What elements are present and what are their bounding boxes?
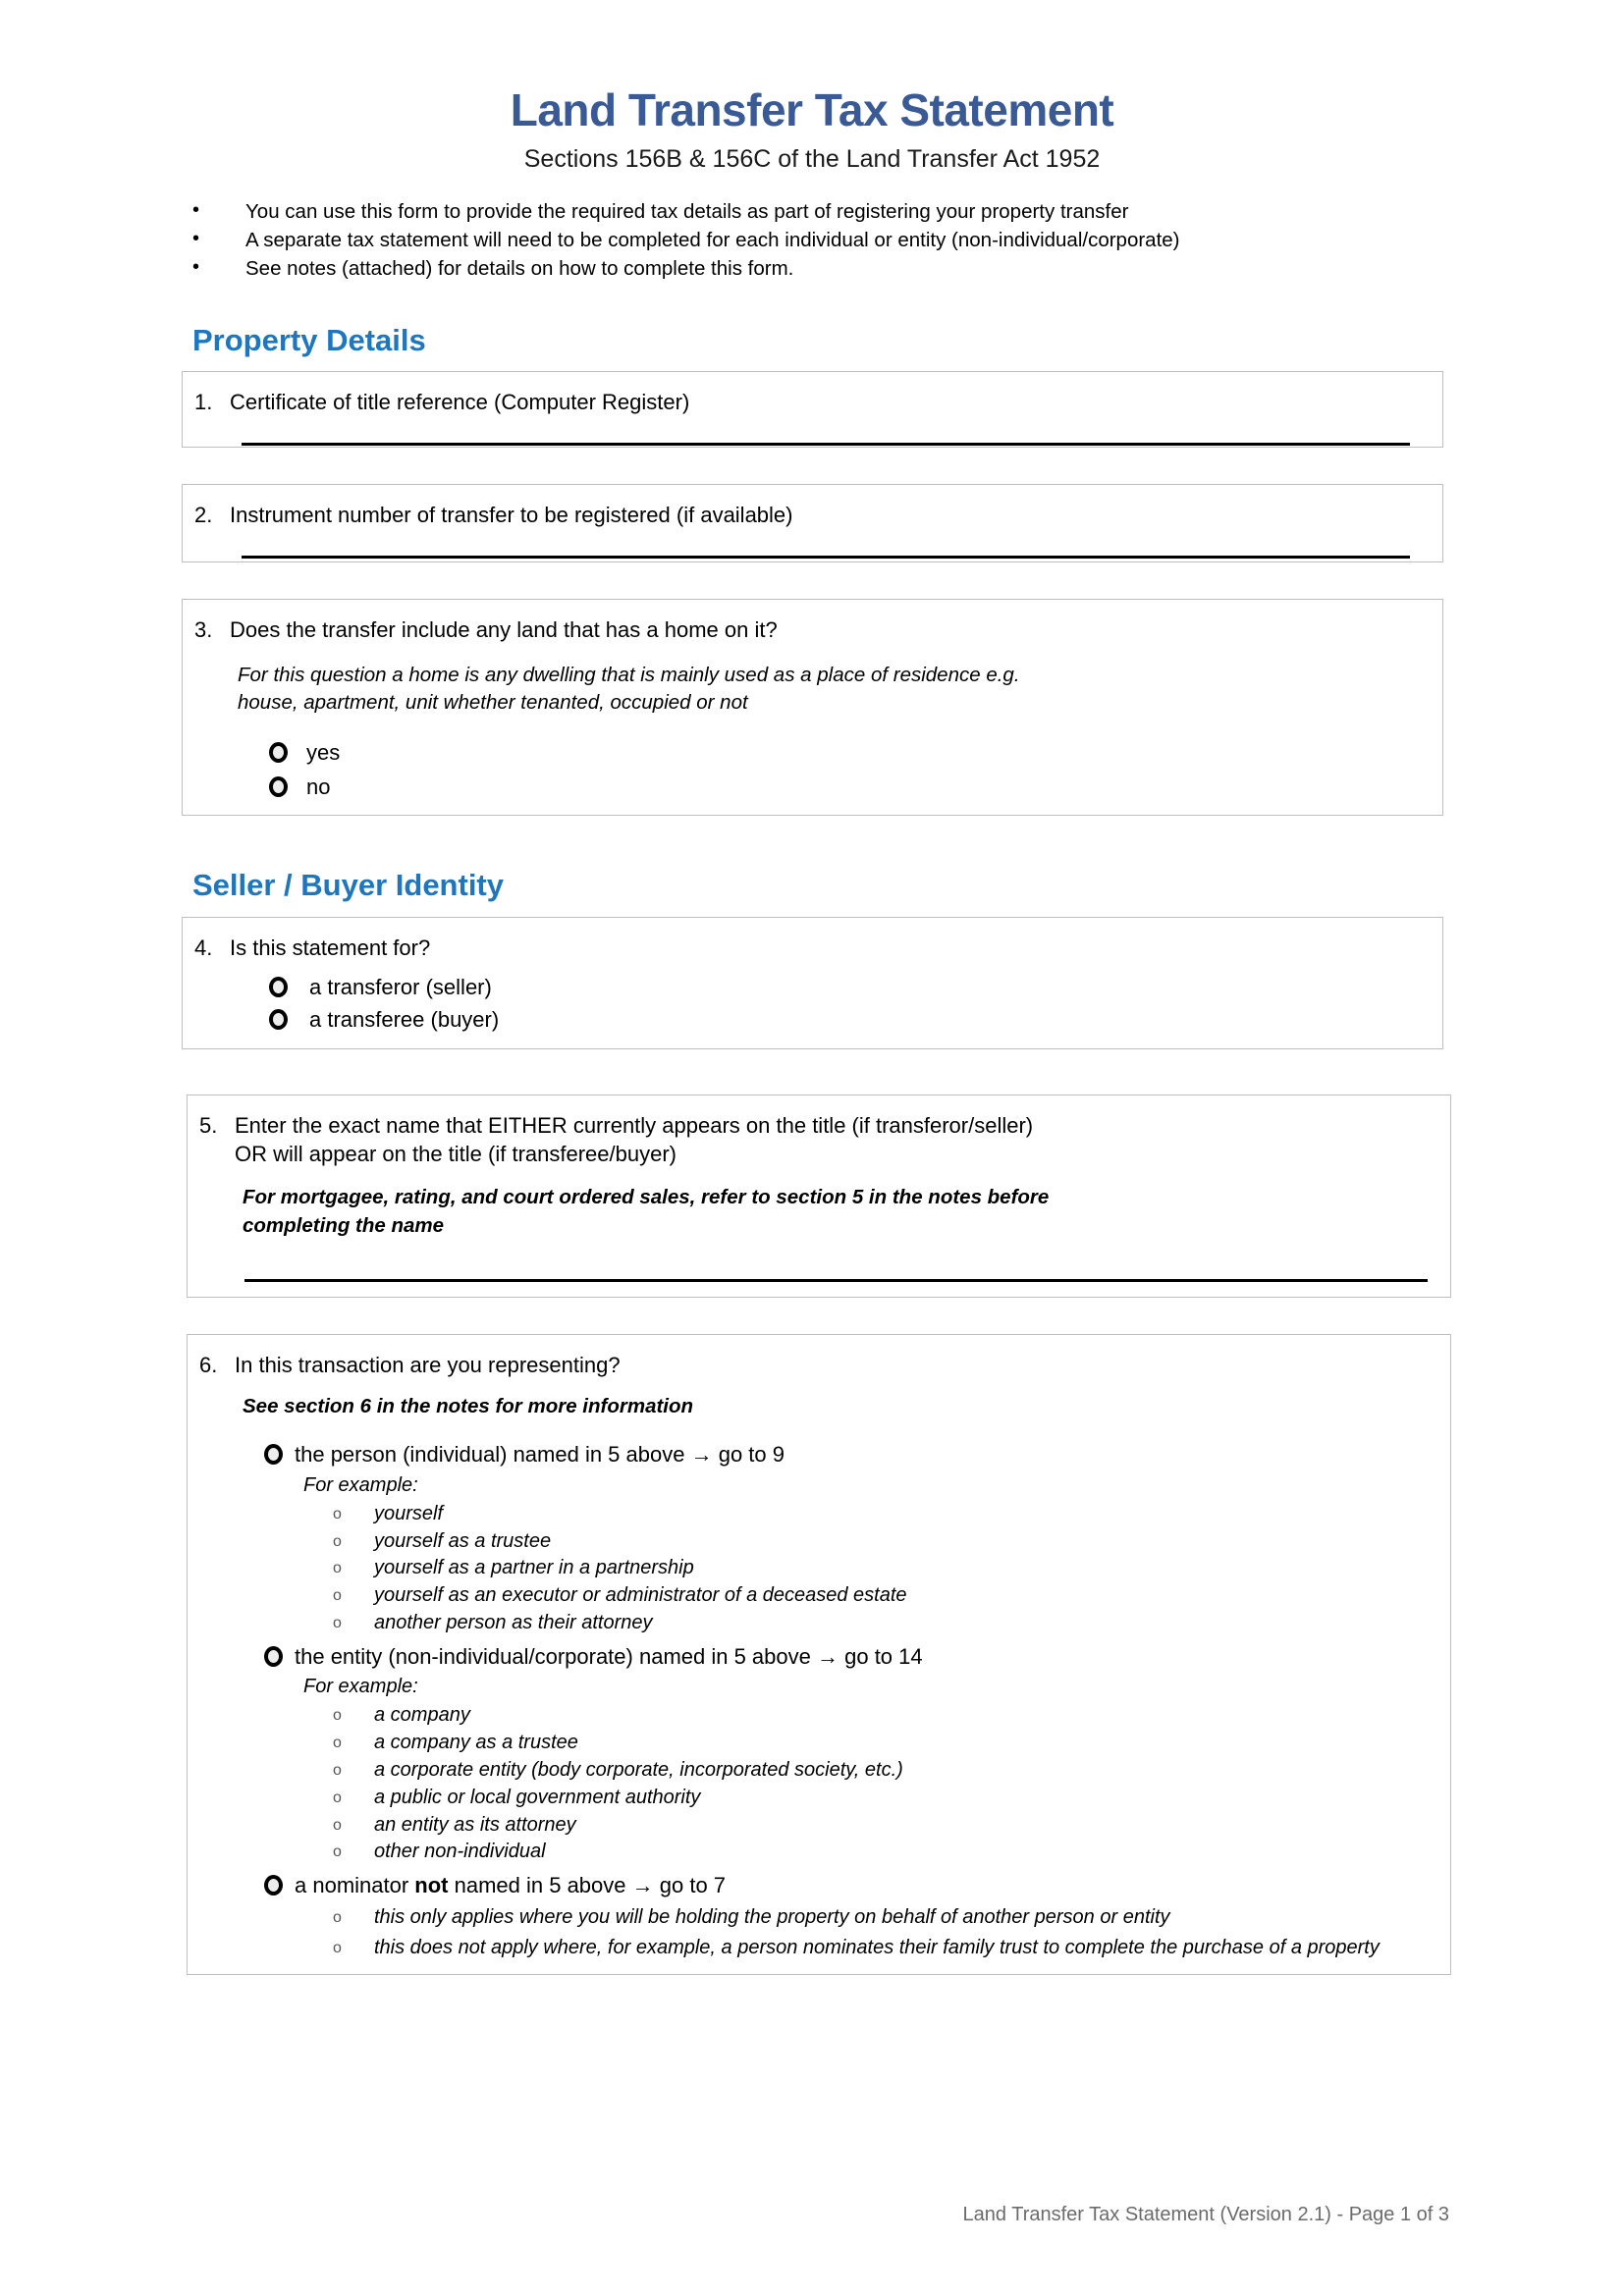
list-item-text: yourself bbox=[374, 1502, 444, 1524]
intro-bullet-item bbox=[0, 226, 1624, 254]
list-item-text: another person as their attorney bbox=[374, 1611, 653, 1633]
list-item bbox=[333, 1935, 1421, 1961]
question-5-hint-line1: For mortgagee, rating, and court ordered sales, refer to section 5 in the notes before bbox=[243, 1186, 1050, 1209]
question-6-person-for-example-label: For example: bbox=[303, 1473, 418, 1496]
question-6-hint: See section 6 in the notes for more information bbox=[243, 1395, 694, 1418]
question-1-number: 1. bbox=[194, 390, 213, 415]
question-5-hint bbox=[243, 1184, 1427, 1240]
question-6-option-nominator-label-mid: named in 5 above bbox=[448, 1873, 632, 1898]
question-4-number: 4. bbox=[194, 934, 213, 960]
list-item bbox=[333, 1730, 1450, 1756]
question-6-option-nominator[interactable] bbox=[264, 1872, 1450, 1900]
list-item-text: a company as a trustee bbox=[374, 1732, 578, 1754]
list-item-text: other non-individual bbox=[374, 1841, 546, 1863]
question-6-option-entity-label-post: go to 14 bbox=[839, 1643, 923, 1669]
circle-bullet-icon: o bbox=[333, 1939, 342, 1956]
radio-button-icon[interactable] bbox=[269, 742, 288, 763]
circle-bullet-icon: o bbox=[333, 1816, 342, 1834]
question-4-option-transferee-label: a transferee (buyer) bbox=[309, 1006, 500, 1032]
question-5-row bbox=[188, 1111, 1450, 1168]
list-item bbox=[333, 1528, 1450, 1555]
question-6-option-nominator-label bbox=[295, 1872, 726, 1900]
section-heading-seller-buyer-identity: Seller / Buyer Identity bbox=[192, 867, 504, 902]
list-item bbox=[333, 1785, 1450, 1811]
circle-bullet-icon: o bbox=[333, 1789, 342, 1806]
question-3-hint bbox=[238, 662, 1403, 718]
radio-button-icon[interactable] bbox=[264, 1875, 283, 1896]
question-5-hint-line2: completing the name bbox=[243, 1213, 445, 1237]
question-3-option-no[interactable] bbox=[269, 774, 1442, 801]
question-5-text bbox=[235, 1111, 1450, 1168]
list-item bbox=[333, 1757, 1450, 1784]
list-item bbox=[333, 1501, 1450, 1527]
circle-bullet-icon: o bbox=[333, 1560, 342, 1577]
question-4-option-transferor-label: a transferor (seller) bbox=[309, 975, 492, 999]
question-3-hint-line2: house, apartment, unit whether tenanted, occupied or not bbox=[238, 691, 748, 715]
question-6-entity-for-example-label: For example: bbox=[303, 1676, 418, 1698]
question-6-option-person[interactable] bbox=[264, 1441, 1450, 1469]
list-item-text: a company bbox=[374, 1704, 470, 1727]
page-title: Land Transfer Tax Statement bbox=[510, 84, 1114, 135]
question-6-option-person-label bbox=[295, 1441, 785, 1469]
list-item bbox=[333, 1555, 1450, 1581]
question-2-row bbox=[183, 501, 1442, 529]
intro-bullet-text: See notes (attached) for details on how to complete this form. bbox=[245, 257, 794, 281]
circle-bullet-icon: o bbox=[333, 1532, 342, 1550]
bullet-icon: • bbox=[192, 228, 200, 250]
question-3-text: Does the transfer include any land that has a home on it? bbox=[230, 617, 778, 643]
question-6-row bbox=[188, 1351, 1450, 1379]
radio-button-icon[interactable] bbox=[269, 1009, 288, 1030]
circle-bullet-icon: o bbox=[333, 1614, 342, 1631]
radio-button-icon[interactable] bbox=[269, 776, 288, 797]
page-footer: Land Transfer Tax Statement (Version 2.1) - Page 1 of 3 bbox=[962, 2204, 1449, 2225]
circle-bullet-icon: o bbox=[333, 1735, 342, 1752]
question-1-text: Certificate of title reference (Computer Register) bbox=[230, 390, 690, 415]
question-6-entity-example-list bbox=[333, 1702, 1450, 1865]
question-4-row bbox=[183, 934, 1442, 962]
circle-bullet-icon: o bbox=[333, 1761, 342, 1779]
question-6-person-example-list bbox=[333, 1501, 1450, 1636]
list-item-text: an entity as its attorney bbox=[374, 1813, 576, 1836]
question-1-answer-field[interactable] bbox=[242, 443, 1410, 446]
intro-bullet-item bbox=[0, 197, 1624, 226]
circle-bullet-icon: o bbox=[333, 1843, 342, 1861]
question-5-answer-field[interactable] bbox=[244, 1279, 1428, 1282]
bullet-icon: • bbox=[192, 199, 200, 222]
question-3-option-yes[interactable] bbox=[269, 739, 1442, 767]
question-6-number: 6. bbox=[199, 1353, 218, 1378]
list-item-text: yourself as a trustee bbox=[374, 1529, 552, 1552]
page-subtitle: Sections 156B & 156C of the Land Transfer Act 1952 bbox=[523, 145, 1101, 174]
list-item-text: yourself as a partner in a partnership bbox=[374, 1557, 694, 1579]
intro-bullet-text: A separate tax statement will need to be completed for each individual or entity (non-individual/corporate) bbox=[245, 229, 1180, 252]
circle-bullet-icon: o bbox=[333, 1505, 342, 1522]
list-item bbox=[333, 1610, 1450, 1636]
list-item-text: a corporate entity (body corporate, incorporated society, etc.) bbox=[374, 1758, 903, 1781]
intro-bullet-list bbox=[0, 197, 1624, 283]
question-4-option-transferee[interactable] bbox=[269, 1006, 1442, 1034]
list-item bbox=[333, 1839, 1450, 1865]
list-item bbox=[333, 1904, 1421, 1931]
question-2-answer-field[interactable] bbox=[242, 556, 1410, 559]
bullet-icon: • bbox=[192, 256, 200, 279]
question-4-text: Is this statement for? bbox=[230, 934, 431, 960]
question-box-1 bbox=[182, 371, 1443, 448]
list-item bbox=[333, 1582, 1450, 1609]
list-item-text: this does not apply where, for example, a person nominates their family trust to complete the purchase of a property bbox=[374, 1936, 1380, 1958]
question-2-number: 2. bbox=[194, 503, 213, 528]
question-6-option-entity-label bbox=[295, 1643, 923, 1672]
section-heading-property-details: Property Details bbox=[192, 323, 426, 358]
question-5-text-line1: Enter the exact name that EITHER currently appears on the title (if transferor/seller) bbox=[235, 1113, 1034, 1138]
question-box-5 bbox=[187, 1095, 1451, 1298]
circle-bullet-icon: o bbox=[333, 1908, 342, 1926]
question-3-option-yes-label: yes bbox=[306, 739, 341, 765]
question-3-row bbox=[183, 615, 1442, 644]
question-box-2 bbox=[182, 484, 1443, 562]
question-5-number: 5. bbox=[199, 1113, 218, 1138]
question-3-number: 3. bbox=[194, 617, 213, 643]
list-item-text: this only applies where you will be holding the property on behalf of another person or entity bbox=[374, 1905, 1170, 1928]
intro-bullet-item bbox=[0, 254, 1624, 283]
question-box-6 bbox=[187, 1334, 1451, 1975]
list-item-text: a public or local government authority bbox=[374, 1786, 701, 1808]
question-6-option-nominator-label-pre: a nominator bbox=[295, 1873, 415, 1898]
question-6-option-person-label-pre: the person (individual) named in 5 above bbox=[295, 1442, 691, 1468]
question-4-option-transferor[interactable] bbox=[269, 974, 1442, 1001]
radio-button-icon[interactable] bbox=[269, 977, 288, 997]
question-6-nominator-note-list bbox=[333, 1904, 1421, 1961]
radio-button-icon[interactable] bbox=[264, 1646, 283, 1667]
question-3-option-no-label: no bbox=[306, 774, 331, 800]
question-6-option-person-label-post: go to 9 bbox=[712, 1442, 785, 1468]
intro-bullet-text: You can use this form to provide the required tax details as part of registering your property transfer bbox=[245, 200, 1129, 224]
question-2-text: Instrument number of transfer to be registered (if available) bbox=[230, 503, 793, 528]
question-1-row bbox=[183, 388, 1442, 416]
question-box-4 bbox=[182, 917, 1443, 1049]
list-item bbox=[333, 1812, 1450, 1839]
question-6-option-entity[interactable] bbox=[264, 1643, 1450, 1672]
arrow-right-icon: → bbox=[817, 1643, 839, 1669]
arrow-right-icon: → bbox=[690, 1442, 713, 1468]
question-box-3 bbox=[182, 599, 1443, 815]
circle-bullet-icon: o bbox=[333, 1707, 342, 1725]
list-item bbox=[333, 1702, 1450, 1729]
question-6-text: In this transaction are you representing? bbox=[235, 1353, 621, 1378]
radio-button-icon[interactable] bbox=[264, 1444, 283, 1465]
question-6-option-nominator-label-bold: not bbox=[414, 1873, 449, 1898]
question-6-option-entity-label-pre: the entity (non-individual/corporate) named in 5 above bbox=[295, 1643, 817, 1669]
question-5-text-line2: OR will appear on the title (if transferee/buyer) bbox=[235, 1142, 677, 1167]
question-6-option-nominator-label-post: go to 7 bbox=[653, 1873, 727, 1898]
list-item-text: yourself as an executor or administrator of a deceased estate bbox=[374, 1584, 907, 1607]
question-3-hint-line1: For this question a home is any dwelling that is mainly used as a place of residence e.g. bbox=[238, 663, 1020, 686]
arrow-right-icon: → bbox=[631, 1873, 654, 1898]
circle-bullet-icon: o bbox=[333, 1587, 342, 1605]
